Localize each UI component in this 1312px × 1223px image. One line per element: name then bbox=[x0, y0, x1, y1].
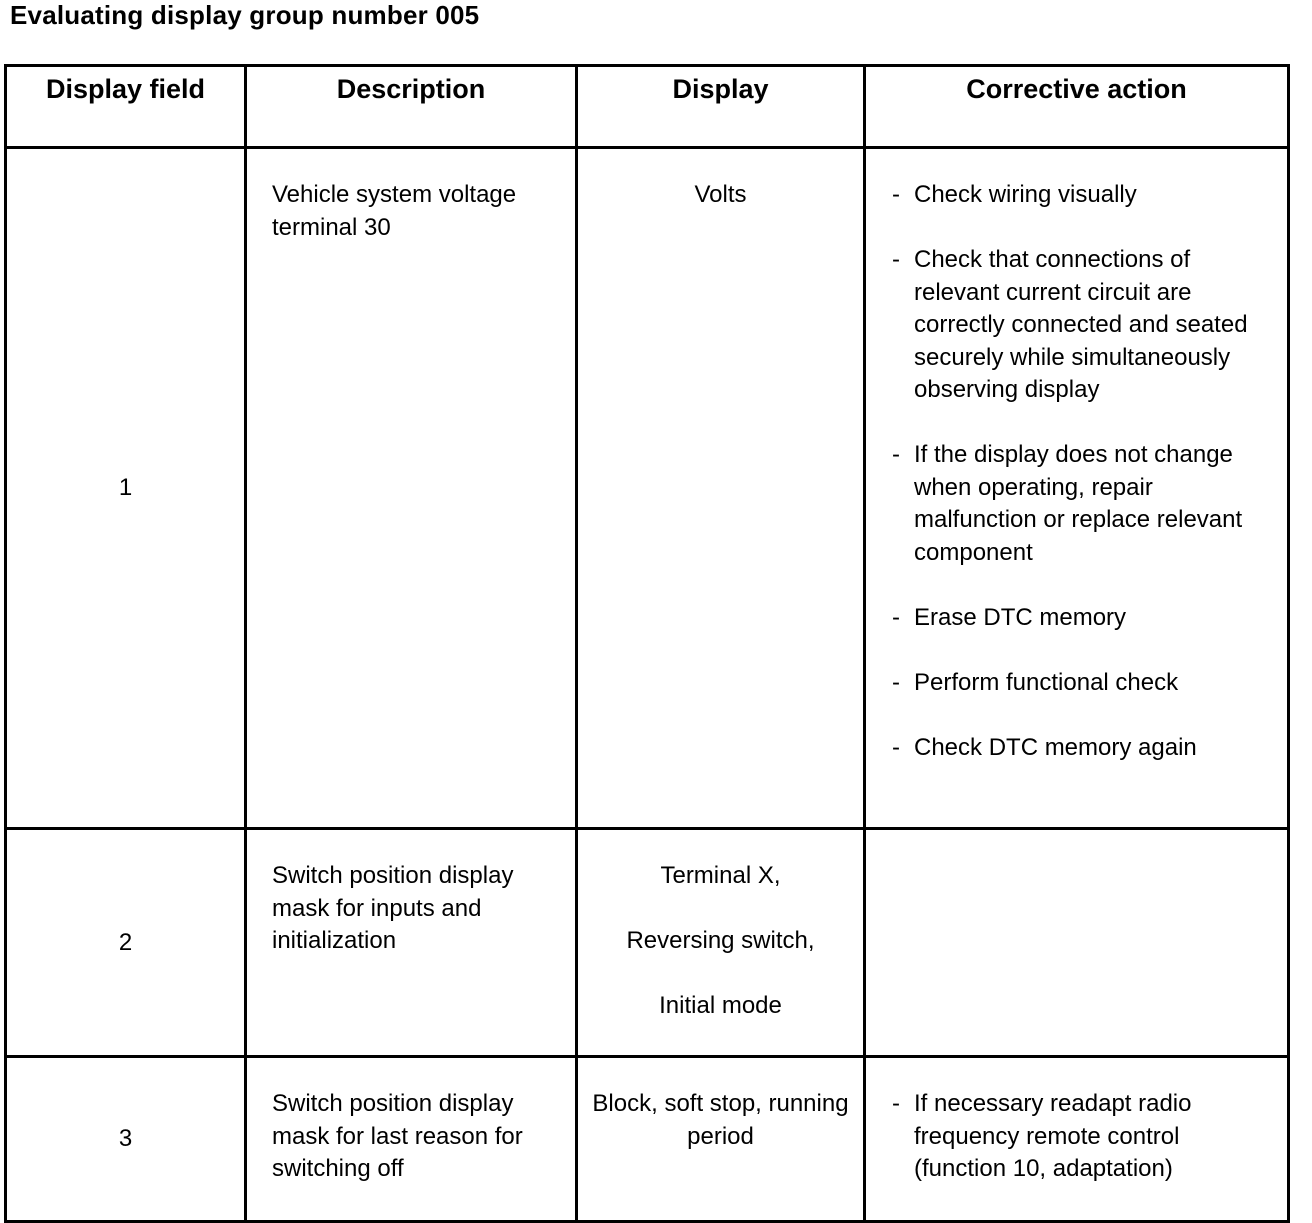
display-value: Terminal X, bbox=[660, 862, 781, 889]
corrective-action-list bbox=[866, 1058, 1287, 1186]
action-item: - Erase DTC memory bbox=[892, 603, 1127, 631]
display-value: Initial mode bbox=[659, 992, 782, 1019]
header-corrective-action: Corrective action bbox=[865, 66, 1289, 148]
header-description: Description bbox=[246, 66, 577, 148]
table-row bbox=[6, 148, 1289, 829]
description-text: Vehicle system voltage terminal 30 bbox=[272, 181, 517, 241]
header-display: Display bbox=[577, 66, 865, 148]
display-value: Volts bbox=[694, 181, 747, 208]
display-value: Block, soft stop, running period bbox=[592, 1090, 849, 1150]
header-display-field: Display field bbox=[6, 66, 246, 148]
table-header-row bbox=[6, 66, 1289, 148]
action-item: - If the display does not change when operating, repair malfunction or replace relevant component bbox=[892, 441, 1243, 566]
corrective-action-list bbox=[866, 149, 1287, 764]
action-item: - Perform functional check bbox=[892, 668, 1179, 696]
display-value: Reversing switch, bbox=[626, 927, 815, 954]
corrective-action-empty bbox=[865, 829, 1289, 1057]
action-item: - Check DTC memory again bbox=[892, 733, 1197, 761]
description-text: Switch position display mask for last reason for switching off bbox=[272, 1090, 523, 1182]
table-row bbox=[6, 1057, 1289, 1222]
action-item: - Check that connections of relevant current circuit are correctly connected and seated securely while simultaneously observing display bbox=[892, 246, 1248, 403]
table-row bbox=[6, 829, 1289, 1057]
display-field-number: 3 bbox=[6, 1057, 246, 1222]
description-text: Switch position display mask for inputs and initialization bbox=[272, 862, 514, 954]
page-title: Evaluating display group number 005 bbox=[10, 0, 480, 30]
action-item: - If necessary readapt radio frequency remote control (function 10, adaptation) bbox=[892, 1090, 1192, 1182]
display-group-table bbox=[4, 64, 1290, 1223]
display-field-number: 1 bbox=[6, 148, 246, 829]
action-item: - Check wiring visually bbox=[892, 181, 1137, 208]
display-field-number: 2 bbox=[6, 829, 246, 1057]
